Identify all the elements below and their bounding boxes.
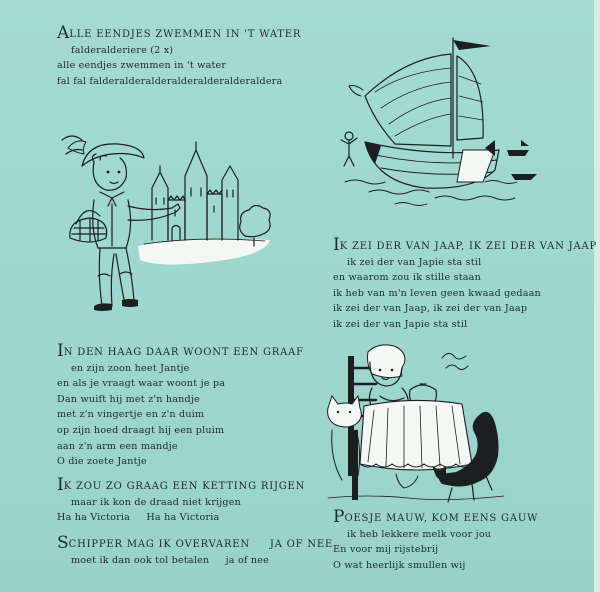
heading-text: N DEN HAAG DAAR WOONT EEN GRAAF <box>63 347 304 358</box>
pennant-flag <box>453 40 491 50</box>
verse-line: fal fal falderalderalderalderalderalderaldera <box>57 75 283 87</box>
verse-heading <box>333 507 539 527</box>
sailor-figure <box>341 132 357 166</box>
verse-heading <box>57 475 306 495</box>
verse-line: Dan wuift hij met z'n handje <box>57 393 200 405</box>
verse-heading <box>57 23 302 43</box>
verse-in-den-haag <box>57 341 304 470</box>
verse-ketting-rijgen <box>57 475 306 526</box>
drop-cap: I <box>57 341 64 361</box>
verse-line: met z'n vingertje en z'n duim <box>57 409 205 421</box>
heading-text: K ZOU ZO GRAAG EEN KETTING RIJGEN <box>63 481 306 492</box>
verse-line: ik zei der van Japie sta stil <box>333 318 468 330</box>
castle-ground <box>138 239 270 265</box>
heading-text: K ZEI DER VAN JAAP, IK ZEI DER VAN JAAP <box>339 241 598 252</box>
boy-with-castle-illustration <box>60 128 280 333</box>
verse-line: aan z'n arm een mandje <box>57 440 178 452</box>
heading-text: LLE EENDJES ZWEMMEN IN 'T WATER <box>69 29 302 40</box>
verse-line: en als je vraagt waar woont je pa <box>57 378 226 390</box>
drop-cap: S <box>57 533 69 553</box>
verse-heading <box>57 533 334 553</box>
verse-line: moet ik dan ook tol betalen ja of nee <box>71 554 270 566</box>
verse-line: maar ik kon de draad niet krijgen <box>71 496 242 508</box>
verse-heading <box>57 341 304 361</box>
drop-cap: A <box>57 23 70 43</box>
girl-at-table-illustration <box>322 338 517 508</box>
verse-line: ik zei der van Japie sta stil <box>347 256 482 268</box>
verse-line: en waarom zou ik stille staan <box>333 272 481 284</box>
water-waves <box>345 180 517 206</box>
verse-line: ik zei der van Jaap, ik zei der van Jaap <box>333 303 528 315</box>
verse-line: Ha ha Victoria Ha ha Victoria <box>57 512 220 524</box>
castle <box>144 142 265 244</box>
boy <box>62 136 180 311</box>
verse-line: falderalderiere (2 x) <box>71 44 174 56</box>
drop-cap: I <box>333 235 340 255</box>
drop-cap: P <box>333 507 345 527</box>
verse-line: O die zoete Jantje <box>57 456 147 468</box>
sailing-ship-illustration <box>335 32 545 210</box>
verse-alle-eendjes <box>57 23 302 89</box>
verse-line: op zijn hoed draagt hij een pluim <box>57 424 225 436</box>
verse-schipper <box>57 533 334 568</box>
verse-line: en zijn zoon heet Jantje <box>71 362 190 374</box>
pot <box>410 353 469 404</box>
verse-line: ik heb lekkere melk voor jou <box>347 528 492 540</box>
verse-ik-zei-der-van-jaap <box>333 235 598 333</box>
verse-line: En voor mij rijstebrij <box>333 544 439 556</box>
verse-line: alle eendjes zwemmen in 't water <box>57 60 227 72</box>
heading-text: CHIPPER MAG IK OVERVAREN JA OF NEE <box>68 539 334 550</box>
drop-cap: I <box>57 475 64 495</box>
fore-sail <box>457 56 483 140</box>
heading-text: OESJE MAUW, KOM EENS GAUW <box>344 513 539 524</box>
verse-line: O wat heerlijk smullen wij <box>333 559 466 571</box>
verse-heading <box>333 235 598 255</box>
verse-poesje-mauw <box>333 507 539 573</box>
verse-line: ik heb van m'n leven geen kwaad gedaan <box>333 287 541 299</box>
